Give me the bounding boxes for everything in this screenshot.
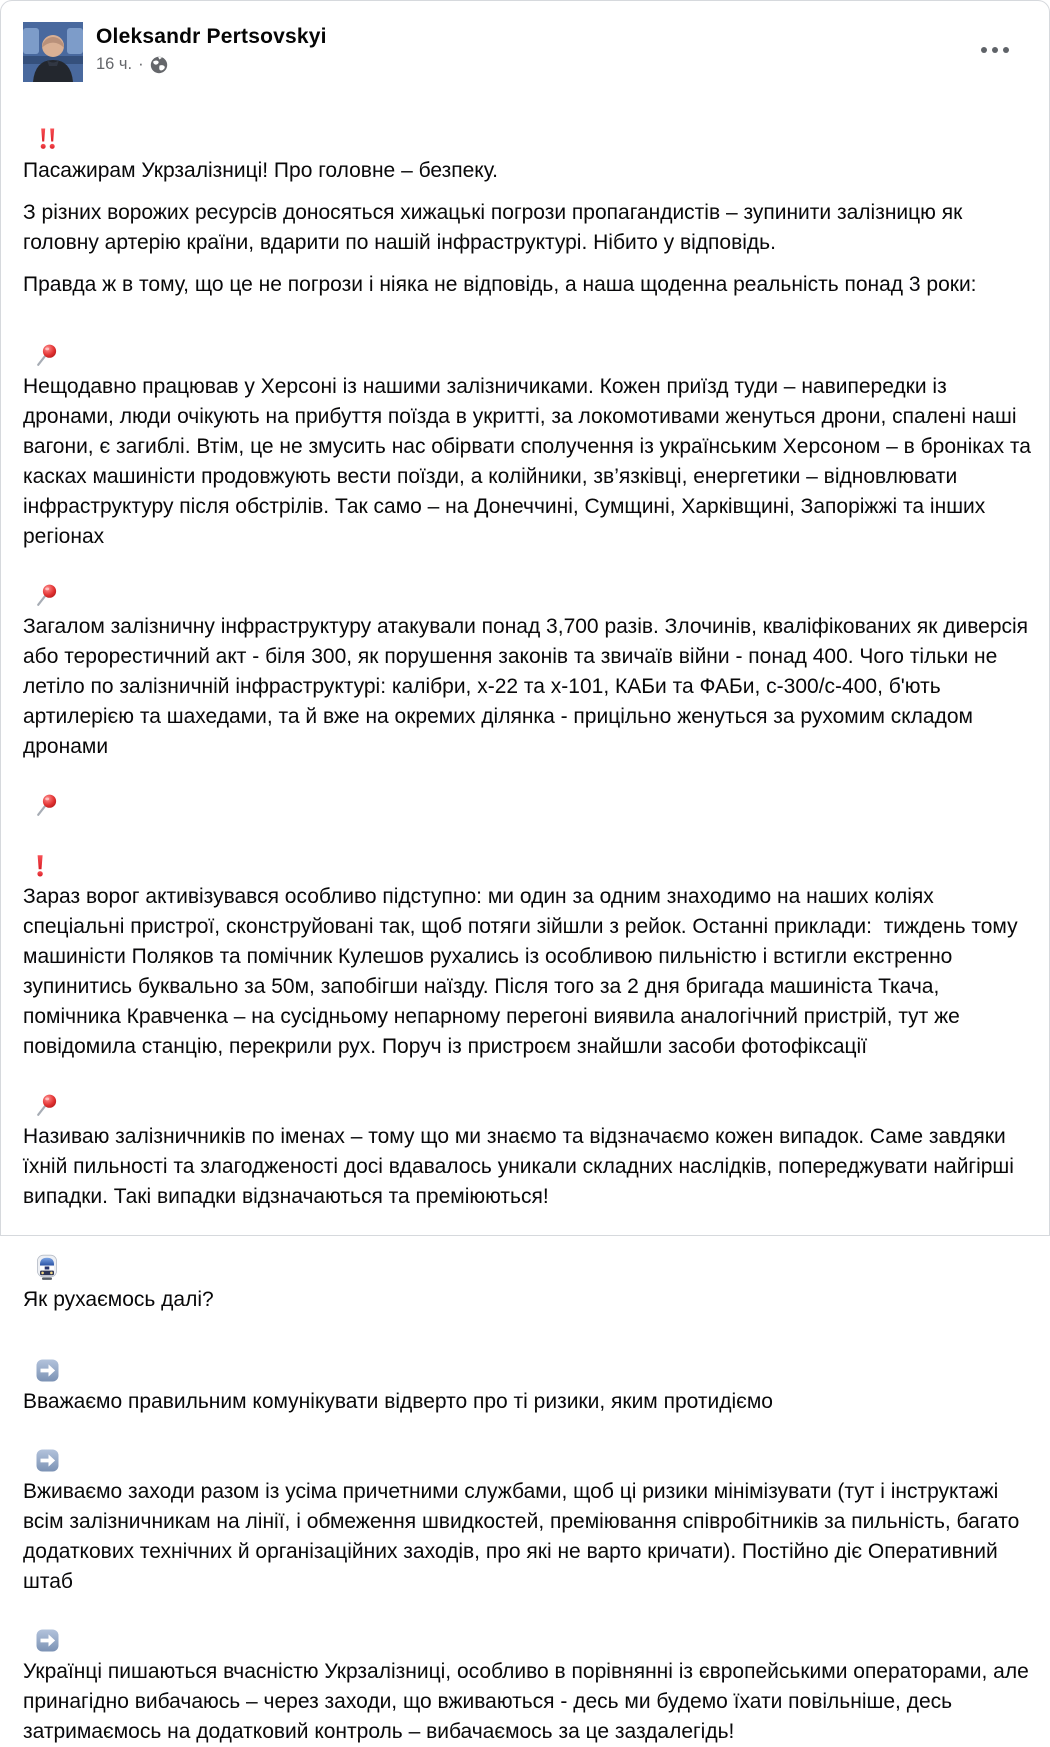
pushpin-icon [35,793,60,818]
paragraph-text: Правда ж в тому, що це не погрози і ніяка не відповідь, а наша щоденна реальність понад 3 роки: [23,273,977,296]
paragraph-text: Як рухаємось далі? [23,1288,214,1311]
red-exclamation-icon [33,853,47,878]
post-menu-button[interactable] [977,43,1013,57]
paragraph-text: Пасажирам Укрзалізниці! Про головне – безпеку. [23,159,498,182]
pushpin-icon [35,343,60,368]
right-arrow-icon [35,1358,60,1383]
right-arrow-icon [35,1448,60,1473]
post-meta [96,55,327,74]
paragraph-text: Загалом залізничну інфраструктуру атакували понад 3,700 разів. Злочинів, кваліфікованих як диверсія або терорестичний акт - біля 300, як порушення законів та звичаїв війни - понад 400. Чого тільки не летіло по залізничній інфраструктурі: калібри, х-22 та х-101, КАБи та ФАБи, с-300/с-400, б'ють артилерією та шахедами, та й вже на окремих ділянка - прицільно женуться за рухомим складом дронами [23,615,1034,758]
post-paragraph [23,1224,1031,1315]
post-paragraph [23,96,1031,186]
double-exclamation-icon [35,126,60,151]
post-paragraph [23,198,1031,258]
paragraph-text: Вважаємо правильним комунікувати відверто про ті ризики, яким протидіємо [23,1390,773,1413]
meta-separator: · [138,55,144,73]
post-paragraph [23,270,1031,300]
author-info [96,22,327,74]
pushpin-icon [35,583,60,608]
post-body [1,82,1049,1747]
post-header [1,1,1049,82]
post-paragraph [23,1597,1035,1747]
paragraph-text: Нещодавно працював у Херсоні із нашими залізничиками. Кожен приїзд туди – навипередки із дронами, люди очікують на прибуття поїзда в укритті, за локомотивами женуться дрони, спалені наші вагони, є загиблі. Втім, це не змусить нас обірвати сполучення із українським Херсоном – в броніках та касках машиністи продовжують вести поїзди, а колійники, зв’язківці, енергетики – відновлювати інфраструктуру після обстрілів. Так само – на Донеччині, Сумщині, Харківщині, Запоріжжі та інших регіонах [23,375,1037,548]
paragraph-text: Вживаємо заходи разом із усіма причетними службами, щоб ці ризики мінімізувати (тут і інструктажі всім залізничникам на лінії, і обмеження швидкостей, преміювання співробітників за пильність, багато додаткових технічних й організаційних заходів, про які не варто кричати). Постійно діє Оперативний штаб [23,1480,1026,1593]
ellipsis-dot [981,47,987,53]
post-paragraph [23,552,1034,762]
author-name[interactable]: Oleksandr Pertsovskyi [96,25,327,48]
paragraph-text: Українці пишаються вчасністю Укрзалізниці, особливо в порівнянні із європейськими операторами, але принагідно вибачаюсь – через заходи, що вживаються - десь ми будемо їхати повільніше, десь затримаємось на додатковий контроль – вибачаємось за це заздалегідь! [23,1660,1035,1743]
profile-photo [23,22,83,82]
ellipsis-dot [1003,47,1009,53]
ellipsis-dot [992,47,998,53]
paragraph-text: Називаю залізничників по іменах – тому що ми знаємо та відзначаємо кожен випадок. Саме завдяки їхній пильності та злагодженості досі вдавалось уникали складних наслідків, попереджувати найгірші випадки. Такі випадки відзначаються та преміюються! [23,1125,1020,1208]
globe-icon [150,56,168,74]
post-paragraph [23,312,1037,552]
post-paragraph [23,762,1031,1062]
post-paragraph [23,1062,1031,1212]
timestamp[interactable]: 16 ч. [96,55,133,73]
paragraph-text: З різних ворожих ресурсів доносяться хижацькі погрози пропагандистів – зупинити залізницю як головну артерію країни, вдарити по нашій інфраструктурі. Нібито у відповідь. [23,201,969,254]
post-paragraph [23,1417,1031,1597]
post-paragraph [23,1327,1031,1417]
pushpin-icon [35,1093,60,1118]
author-avatar[interactable] [23,22,83,82]
paragraph-text: Зараз ворог активізувався особливо підступно: ми один за одним знаходимо на наших коліях спеціальні пристрої, сконструйовані так, щоб потяги зійшли з рейок. Останні приклади: тиждень тому машиністи Поляков та помічник Кулешов рухались із особливою пильністю і встигли екстренно зупинитись буквально за 50м, запобігши наїзду. Після того за 2 дня бригада машиніста Ткача, помічника Кравченка – на сусідньому непарному перегоні виявила аналогічний пристрій, тут же повідомила станцію, перекрили рух. Поруч із пристроєм знайшли засоби фотофіксації [23,885,1024,1058]
train-icon [35,1254,59,1281]
right-arrow-icon [35,1628,60,1653]
